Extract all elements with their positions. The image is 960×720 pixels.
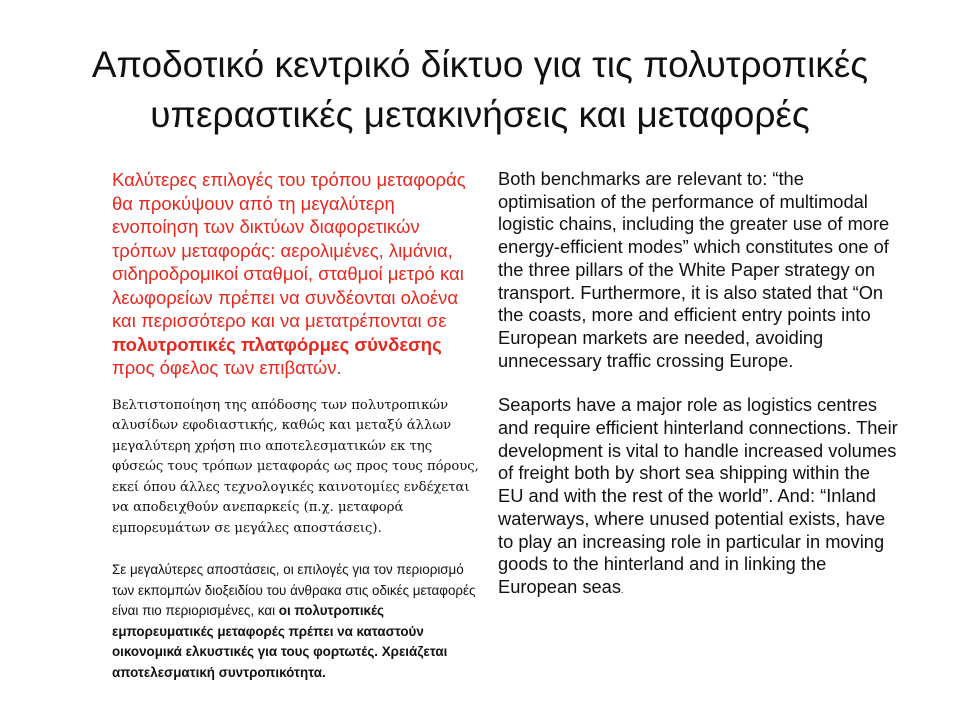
title-line-1: Αποδοτικό κεντρικό δίκτυο για τις πολυτροπικές [91, 44, 869, 85]
small-paragraph-text: Σε μεγαλύτερες αποστάσεις, οι επιλογές για τον περιορισμό των εκπομπών διοξειδίου του άνθρακα στις οδικές μεταφορές είναι πιο περιορισμένες, και [112, 562, 476, 618]
small-paragraph-bold: οι πολυτροπικές εμπορευματικές μεταφορές πρέπει να καταστούν οικονομικά ελκυστικές για τους φορτωτές. Χρειάζεται αποτελεσματική συντροπικότητα. [112, 603, 448, 680]
english-paragraph-1: Both benchmarks are relevant to: “the optimisation of the performance of multimodal logistic chains, including the greater use of more energy-efficient modes” which constitutes one of the three pillars of the White Paper strategy on transport. Furthermore, it is also stated that “On the coasts, more and efficient entry points into European markets are needed, avoiding unnecessary traffic crossing Europe. [498, 168, 890, 371]
small-paragraph [112, 560, 484, 683]
red-paragraph-text: Καλύτερες επιλογές του τρόπου μεταφοράς θα προκύψουν από τη μεγαλύτερη ενοποίηση των δικτύων διαφορετικών τρόπων μεταφοράς: αερολιμένες, λιμάνια, σιδηροδρομικοί σταθμοί, σταθμοί μετρό και λεωφορείων πρέπει να συνδέονται ολοένα και περισσότερο και να μετατρέπονται σε [112, 169, 466, 331]
slide-title [40, 40, 920, 140]
serif-paragraph: Βελτιστοποίηση της απόδοσης των πολυτροπικών αλυσίδων εφοδιαστικής, καθώς και μεταξύ άλλων μεγαλύτερη χρήση πιο αποτελεσματικών εκ της φύσεώς τους τρόπων μεταφοράς ως προς τους πόρους, εκεί όπου άλλες τεχνολογικές καινοτομίες ενδέχεται να αποδειχθούν ανεπαρκείς (π.χ. μεταφορά εμπορευμάτων σε μεγάλες αποστάσεις). [112, 397, 479, 536]
left-column [112, 168, 484, 683]
red-paragraph-end: προς όφελος των επιβατών. [112, 357, 342, 378]
english-paragraph-2-text: Seaports have a major role as logistics centres and require efficient hinterland connections. Their development is vital to handle increased volumes of freight both by short sea shipping within the EU and with the rest of the world”. And: “Inland waterways, where unused potential exists, have to play an increasing role in particular in moving goods to the hinterland and in linking the European seas [498, 394, 898, 597]
english-paragraph-2 [498, 394, 898, 601]
title-line-2: υπεραστικές μετακινήσεις και μεταφορές [150, 94, 810, 135]
red-paragraph [112, 168, 484, 380]
red-paragraph-bold: πολυτροπικές πλατφόρμες σύνδεσης [112, 333, 442, 355]
right-column [498, 168, 898, 602]
english-paragraph-2-end: . [620, 584, 624, 595]
